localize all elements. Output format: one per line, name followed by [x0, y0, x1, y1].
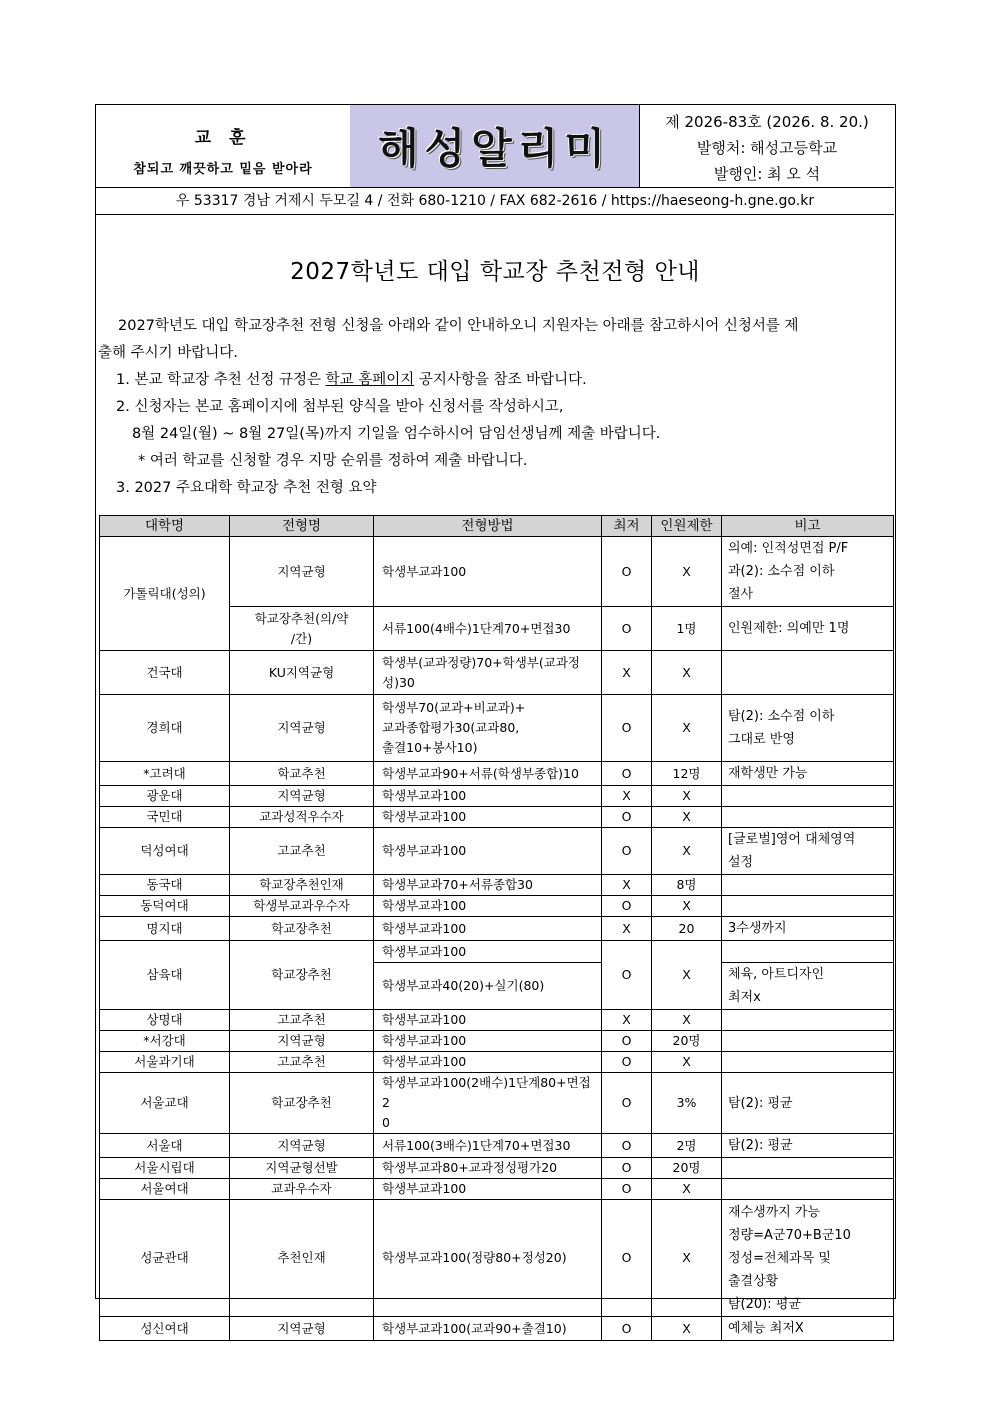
cell-type: 지역균형: [230, 1317, 374, 1341]
cell-limit: X: [652, 651, 722, 695]
cell-univ: 서울시립대: [100, 1158, 230, 1179]
cell-note: [722, 807, 894, 828]
cell-type: 지역균형: [230, 695, 374, 762]
cell-method: 학생부교과100: [374, 941, 602, 963]
cell-note: 의예: 인적성면접 P/F 과(2): 소수점 이하 절사: [722, 537, 894, 607]
cell-method: 학생부교과100: [374, 828, 602, 875]
cell-min: O: [602, 537, 652, 607]
cell-univ: 서울대: [100, 1134, 230, 1158]
table-row: [100, 1031, 894, 1052]
table-header-row: [100, 516, 894, 537]
cell-limit: X: [652, 1010, 722, 1031]
cell-univ: 삼육대: [100, 941, 230, 1010]
cell-type: 지역균형: [230, 1031, 374, 1052]
cell-univ: 동덕여대: [100, 896, 230, 917]
cell-method: 서류100(4배수)1단계70+면접30: [374, 607, 602, 651]
col-header-minimum: 최저: [602, 516, 652, 537]
cell-univ: 상명대: [100, 1010, 230, 1031]
cell-limit: X: [652, 1179, 722, 1200]
cell-min: O: [602, 607, 652, 651]
cell-univ: 성신여대: [100, 1317, 230, 1341]
intro-line-2: 출해 주시기 바랍니다.: [98, 345, 238, 361]
col-header-limit: 인원제한: [652, 516, 722, 537]
newsletter-logo: [350, 105, 640, 187]
cell-univ: 서울여대: [100, 1179, 230, 1200]
cell-univ: 건국대: [100, 651, 230, 695]
cell-min: O: [602, 1158, 652, 1179]
cell-type: 교과성적우수자: [230, 807, 374, 828]
cell-method: 학생부교과100: [374, 1010, 602, 1031]
table-row: [100, 786, 894, 807]
cell-univ: 동국대: [100, 875, 230, 896]
table-row: [100, 896, 894, 917]
cell-min: O: [602, 762, 652, 786]
cell-type: 지역균형선발: [230, 1158, 374, 1179]
cell-method: 학생부교과100: [374, 1179, 602, 1200]
cell-note: [722, 1179, 894, 1200]
cell-type: 학교장추천: [230, 941, 374, 1010]
cell-min: O: [602, 1200, 652, 1317]
cell-type: 고교추천: [230, 1010, 374, 1031]
cell-type: 학교장추천인재: [230, 875, 374, 896]
cell-limit: X: [652, 941, 722, 1010]
cell-method: 학생부교과100: [374, 917, 602, 941]
cell-method: 학생부교과70+서류종합30: [374, 875, 602, 896]
cell-type: KU지역균형: [230, 651, 374, 695]
publisher: 발행처: 해성고등학교: [696, 139, 838, 157]
col-header-method: 전형방법: [374, 516, 602, 537]
cell-limit: X: [652, 537, 722, 607]
cell-limit: 12명: [652, 762, 722, 786]
cell-min: X: [602, 786, 652, 807]
cell-method: 학생부교과90+서류(학생부종합)10: [374, 762, 602, 786]
table-row: [100, 1134, 894, 1158]
admission-summary-table: [99, 515, 894, 1341]
cell-min: X: [602, 875, 652, 896]
school-homepage-link[interactable]: 학교 홈페이지: [325, 372, 415, 388]
issuer: 발행인: 최 오 석: [713, 165, 821, 183]
cell-type: 지역균형: [230, 1134, 374, 1158]
table-row: [100, 695, 894, 762]
table-row: [100, 941, 894, 963]
notice-item-3: 3. 2027 주요대학 학교장 추천 전형 요약: [116, 480, 377, 496]
cell-limit: 20명: [652, 1158, 722, 1179]
cell-note: 탐(2): 소수점 이하 그대로 반영: [722, 695, 894, 762]
cell-method: 학생부70(교과+비교과)+ 교과종합평가30(교과80, 출결10+봉사10): [374, 695, 602, 762]
cell-univ: 명지대: [100, 917, 230, 941]
cell-min: X: [602, 1010, 652, 1031]
cell-min: O: [602, 1031, 652, 1052]
cell-type: 지역균형: [230, 537, 374, 607]
cell-type: 학교추천: [230, 762, 374, 786]
table-row: [100, 807, 894, 828]
table-row: [100, 917, 894, 941]
cell-type: 교과우수자: [230, 1179, 374, 1200]
cell-note: 체육, 아트디자인 최저x: [722, 963, 894, 1010]
cell-limit: 3%: [652, 1073, 722, 1134]
table-row: [100, 875, 894, 896]
issue-number: 제 2026-83호 (2026. 8. 20.): [665, 113, 869, 131]
table-row: [100, 828, 894, 875]
cell-note: 인원제한: 의예만 1명: [722, 607, 894, 651]
cell-limit: 2명: [652, 1134, 722, 1158]
cell-limit: X: [652, 828, 722, 875]
cell-type: 고교추천: [230, 1052, 374, 1073]
newsletter-frame: [95, 104, 896, 1336]
cell-note: 재학생만 가능: [722, 762, 894, 786]
page-title: 2027학년도 대입 학교장 추천전형 안내: [290, 259, 700, 285]
cell-note: 3수생까지: [722, 917, 894, 941]
cell-method: 학생부교과40(20)+실기(80): [374, 963, 602, 1010]
table-row: [100, 651, 894, 695]
cell-univ: 경희대: [100, 695, 230, 762]
cell-univ: 국민대: [100, 807, 230, 828]
cell-method: 서류100(3배수)1단계70+면접30: [374, 1134, 602, 1158]
cell-type: 학교장추천: [230, 1073, 374, 1134]
cell-note: 예체능 최저X: [722, 1317, 894, 1341]
cell-univ: *고려대: [100, 762, 230, 786]
cell-limit: 8명: [652, 875, 722, 896]
cell-univ: 광운대: [100, 786, 230, 807]
notice-item-1-post: 공지사항을 참조 바랍니다.: [414, 372, 587, 388]
table-row: [100, 1073, 894, 1134]
cell-type: 고교추천: [230, 828, 374, 875]
cell-method: 학생부교과100: [374, 786, 602, 807]
cell-min: O: [602, 695, 652, 762]
cell-type: 추천인재: [230, 1200, 374, 1317]
table-row: [100, 1158, 894, 1179]
cell-univ: *서강대: [100, 1031, 230, 1052]
cell-min: O: [602, 1317, 652, 1341]
masthead-row: [96, 105, 894, 188]
cell-note: [722, 896, 894, 917]
cell-limit: 20명: [652, 1031, 722, 1052]
cell-min: O: [602, 1179, 652, 1200]
cell-limit: X: [652, 896, 722, 917]
notice-item-1-pre: 1. 본교 학교장 추천 선정 규정은: [116, 372, 326, 388]
intro-line-1: 2027학년도 대입 학교장추천 전형 신청을 아래와 같이 안내하오니 지원자는 아래를 참고하시어 신청서를 제: [118, 318, 799, 334]
cell-method: 학생부(교과정량)70+학생부(교과정 성)30: [374, 651, 602, 695]
cell-note: [글로벌]영어 대체영역 설정: [722, 828, 894, 875]
cell-note: 탐(2): 평균: [722, 1134, 894, 1158]
cell-note: [722, 1010, 894, 1031]
table-row: [100, 1200, 894, 1317]
cell-method: 학생부교과100: [374, 807, 602, 828]
cell-limit: X: [652, 1200, 722, 1317]
address-bar: 우 53317 경남 거제시 두모길 4 / 전화 680-1210 / FAX 682-2616 / https://haeseong-h.gne.go.kr: [96, 188, 894, 215]
table-row: [100, 537, 894, 607]
cell-limit: 20: [652, 917, 722, 941]
cell-limit: X: [652, 1317, 722, 1341]
cell-univ: 성균관대: [100, 1200, 230, 1317]
cell-method: 학생부교과100: [374, 1052, 602, 1073]
cell-method: 학생부교과80+교과정성평가20: [374, 1158, 602, 1179]
cell-min: X: [602, 917, 652, 941]
cell-note: [722, 941, 894, 963]
cell-note: [722, 651, 894, 695]
cell-limit: X: [652, 807, 722, 828]
table-row: [100, 1179, 894, 1200]
cell-min: O: [602, 1073, 652, 1134]
cell-limit: X: [652, 786, 722, 807]
cell-univ: 서울과기대: [100, 1052, 230, 1073]
cell-limit: X: [652, 1052, 722, 1073]
cell-min: O: [602, 828, 652, 875]
notice-item-2-note: * 여러 학교를 신청할 경우 지망 순위를 정하여 제출 바랍니다.: [138, 453, 528, 469]
cell-method: 학생부교과100: [374, 537, 602, 607]
notice-item-2-deadline: 8월 24일(월) ~ 8월 27일(목)까지 기일을 엄수하시어 담임선생님께 제출 바랍니다.: [132, 426, 661, 442]
notice-item-1: [96, 367, 894, 394]
cell-limit: X: [652, 695, 722, 762]
cell-min: X: [602, 651, 652, 695]
cell-note: [722, 1031, 894, 1052]
cell-min: O: [602, 1134, 652, 1158]
motto-text: 참되고 깨끗하고 밑음 받아라: [133, 162, 313, 177]
cell-min: O: [602, 1052, 652, 1073]
cell-type: 학교장추천(의/약 /간): [230, 607, 374, 651]
col-header-university: 대학명: [100, 516, 230, 537]
col-header-type: 전형명: [230, 516, 374, 537]
cell-univ: 서울교대: [100, 1073, 230, 1134]
table-row: [100, 1317, 894, 1341]
cell-method: 학생부교과100: [374, 1031, 602, 1052]
col-header-note: 비고: [722, 516, 894, 537]
table-row: [100, 1010, 894, 1031]
issue-info: [640, 105, 894, 187]
cell-min: O: [602, 896, 652, 917]
cell-method: 학생부교과100(2배수)1단계80+면접2 0: [374, 1073, 602, 1134]
cell-univ: 가톨릭대(성의): [100, 537, 230, 651]
cell-method: 학생부교과100: [374, 896, 602, 917]
cell-method: 학생부교과100(정량80+정성20): [374, 1200, 602, 1317]
cell-note: [722, 1158, 894, 1179]
cell-limit: 1명: [652, 607, 722, 651]
cell-type: 학생부교과우수자: [230, 896, 374, 917]
cell-method: 학생부교과100(교과90+출결10): [374, 1317, 602, 1341]
school-motto: [96, 105, 351, 187]
cell-min: O: [602, 941, 652, 1010]
cell-min: O: [602, 807, 652, 828]
table-row: [100, 1052, 894, 1073]
cell-note: [722, 875, 894, 896]
newsletter-name: 해성알리미: [378, 124, 611, 173]
cell-note: [722, 786, 894, 807]
cell-note: [722, 1052, 894, 1073]
cell-univ: 덕성여대: [100, 828, 230, 875]
cell-note: 재수생까지 가능 정량=A군70+B군10 정성=전체과목 및 출결상황 탐(20): 평균: [722, 1200, 894, 1317]
cell-type: 학교장추천: [230, 917, 374, 941]
motto-title: 교 훈: [194, 128, 252, 148]
cell-note: 탐(2): 평균: [722, 1073, 894, 1134]
notice-body: [96, 313, 894, 502]
notice-item-2: 2. 신청자는 본교 홈페이지에 첨부된 양식을 받아 신청서를 작성하시고,: [116, 399, 564, 415]
table-row: [100, 762, 894, 786]
cell-type: 지역균형: [230, 786, 374, 807]
